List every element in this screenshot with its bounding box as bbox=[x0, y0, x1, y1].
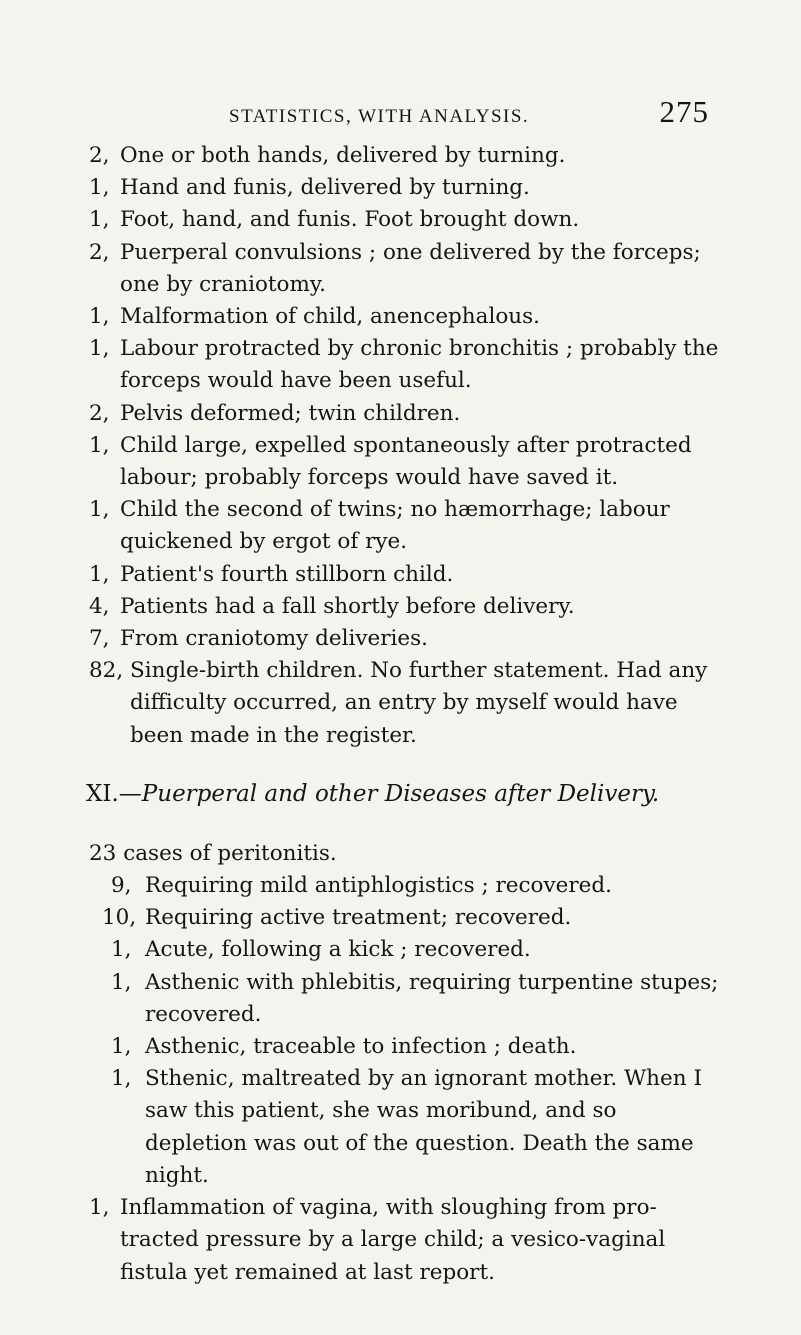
list-item bbox=[89, 494, 719, 558]
page-body bbox=[86, 140, 719, 1289]
list-item bbox=[89, 591, 719, 623]
entry-text: Labour protracted by chronic bronchitis ; probably the forceps would have been useful. bbox=[120, 336, 719, 394]
entry-count: 1, bbox=[89, 207, 110, 233]
entry-text: From craniotomy deliveries. bbox=[120, 626, 428, 652]
list-item bbox=[89, 398, 719, 430]
entry-count: 1, bbox=[111, 1034, 132, 1060]
entry-text: Requiring active treatment; recovered. bbox=[145, 905, 572, 931]
list-item bbox=[89, 655, 719, 752]
entry-text: One or both hands, delivered by turning. bbox=[120, 143, 566, 168]
entry-text: Patient's fourth stillborn child. bbox=[120, 561, 454, 587]
entry-text: Sthenic, maltreated by an ignorant mother. When I saw this patient, she was moribund, and so depletion was out of the question. Death the same night. bbox=[145, 1066, 702, 1188]
entry-text: Child large, expelled spontaneously after protracted labour; probably forceps would have saved it. bbox=[120, 432, 692, 491]
entry-text: Foot, hand, and funis. Foot brought down. bbox=[120, 207, 580, 233]
list-item bbox=[89, 902, 719, 934]
entry-text: Requiring mild antiphlogistics ; recovered. bbox=[145, 873, 612, 899]
entry-count: 1, bbox=[89, 497, 110, 523]
list-item bbox=[89, 1063, 719, 1192]
entry-text: Patients had a fall shortly before delivery. bbox=[120, 593, 575, 619]
list-item bbox=[89, 204, 719, 236]
list-item bbox=[89, 237, 719, 301]
entry-text: Puerperal convulsions ; one delivered by the forceps; one by craniotomy. bbox=[120, 239, 701, 297]
list-item bbox=[89, 967, 719, 1031]
entry-count: 10, bbox=[102, 905, 137, 931]
list-item bbox=[89, 623, 719, 655]
section-heading bbox=[86, 776, 719, 812]
list-item bbox=[89, 934, 719, 966]
entry-count: 1, bbox=[111, 969, 132, 995]
entry-text: Asthenic with phlebitis, requiring turpentine stupes; recovered. bbox=[145, 969, 719, 1027]
page-header bbox=[229, 94, 709, 130]
entry-count: 1, bbox=[89, 304, 110, 330]
list-item bbox=[89, 1192, 719, 1289]
entry-count: 1, bbox=[89, 561, 110, 587]
entry-count: 2, bbox=[89, 239, 110, 265]
list-item bbox=[89, 430, 719, 494]
entry-count: 2, bbox=[89, 143, 110, 168]
entry-count: 82, bbox=[89, 658, 124, 684]
entry-count: 4, bbox=[89, 593, 110, 619]
list-item bbox=[89, 870, 719, 902]
entry-text: Asthenic, traceable to infection ; death. bbox=[145, 1034, 577, 1060]
section-title: Puerperal and other Diseases after Delivery. bbox=[141, 780, 660, 807]
entry-count: 1, bbox=[111, 1066, 132, 1092]
peritonitis-list bbox=[89, 870, 719, 1192]
entry-count: 1, bbox=[111, 937, 132, 963]
entry-text: Acute, following a kick ; recovered. bbox=[145, 937, 531, 963]
entry-count: 9, bbox=[111, 873, 132, 899]
page-number: 275 bbox=[659, 94, 709, 129]
entry-text: Single-birth children. No further statement. Had any difficulty occurred, an entry by myself would have been made in the register. bbox=[130, 658, 708, 748]
list-item bbox=[89, 140, 719, 172]
peritonitis-intro: 23 cases of peritonitis. bbox=[89, 840, 337, 866]
running-head: STATISTICS, WITH ANALYSIS. bbox=[229, 106, 530, 127]
list-item bbox=[89, 301, 719, 333]
list-item bbox=[89, 172, 719, 204]
list-item bbox=[89, 1031, 719, 1063]
entry-text: Inflammation of vagina, with sloughing from pro-tracted pressure by a large child; a vesico-vaginal fistula yet remained at last report. bbox=[120, 1195, 666, 1285]
entry-text: Pelvis deformed; twin children. bbox=[120, 400, 461, 426]
list-item bbox=[89, 333, 719, 397]
statistics-list bbox=[89, 140, 719, 752]
entry-count: 2, bbox=[89, 400, 110, 426]
entry-count: 7, bbox=[89, 626, 110, 652]
entry-count: 1, bbox=[89, 1195, 110, 1221]
entry-count: 1, bbox=[89, 336, 110, 362]
list-item bbox=[89, 559, 719, 591]
section-numeral: XI.— bbox=[86, 780, 142, 807]
entry-count: 1, bbox=[89, 175, 110, 201]
entry-text: Malformation of child, anencephalous. bbox=[120, 304, 541, 330]
entry-text: Hand and funis, delivered by turning. bbox=[120, 175, 530, 201]
entry-count: 1, bbox=[89, 432, 110, 458]
entry-text: Child the second of twins; no hæmorrhage; labour quickened by ergot of rye. bbox=[120, 497, 670, 555]
